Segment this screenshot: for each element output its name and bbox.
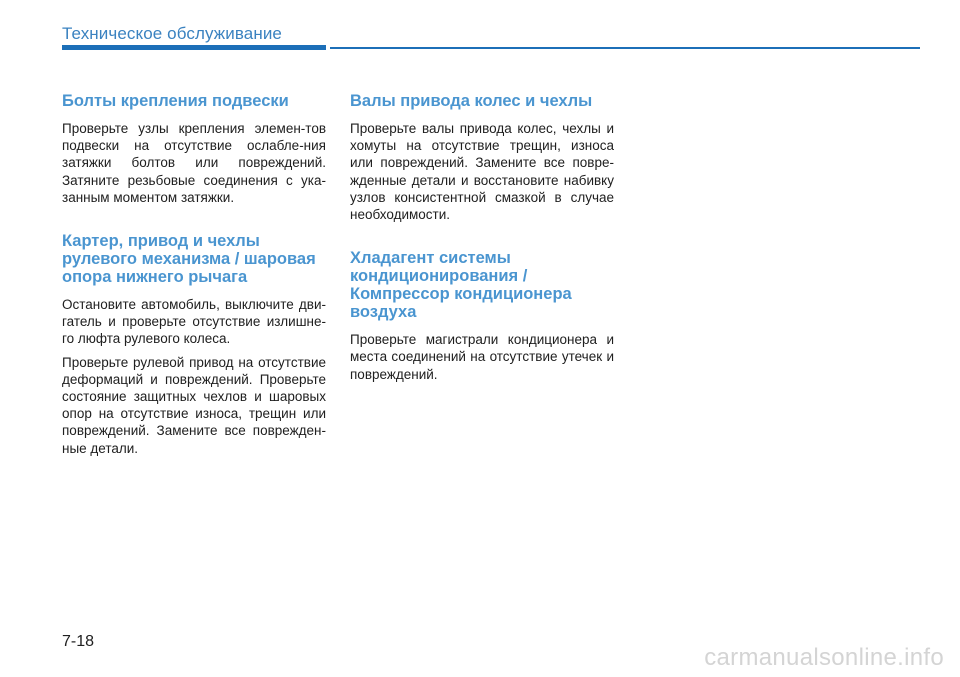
section-suspension-bolts [62, 92, 326, 206]
section-paragraph: Проверьте валы привода колес, чехлы и хомуты на отсутствие трещин, износа или повреждений. Замените все повре-жденные детали и восстановите набивку узлов консистентной смазкой в случае необходимости. [350, 121, 614, 223]
watermark-text: carmanualsonline.info [704, 644, 944, 671]
section-heading: Хладагент системы кондиционирования / Компрессор кондиционера воздуха [350, 249, 572, 322]
right-column [350, 92, 614, 409]
section-drive-shafts [350, 92, 614, 223]
left-column [62, 92, 326, 483]
section-paragraph: Остановите автомобиль, выключите дви-гатель и проверьте отсутствие излишне-го люфта рулевого колеса. [62, 297, 326, 347]
section-paragraph: Проверьте узлы крепления элемен-тов подвески на отсутствие ослабле-ния затяжки болтов или повреждений. Затяните резьбовые соединения с ука-занным моментом затяжки. [62, 121, 326, 205]
header-divider-line [330, 47, 920, 49]
header-accent-bar [62, 45, 326, 50]
section-paragraph: Проверьте магистрали кондиционера и места соединений на отсутствие утечек и повреждений. [350, 332, 614, 382]
page-number: 7-18 [62, 633, 95, 650]
section-ac-refrigerant [350, 249, 614, 383]
section-heading: Картер, привод и чехлы рулевого механизма / шаровая опора нижнего рычага [62, 232, 316, 287]
page-header-title: Техническое обслуживание [62, 24, 282, 43]
section-heading: Валы привода колес и чехлы [350, 92, 593, 110]
section-paragraph: Проверьте рулевой привод на отсутствие деформаций и повреждений. Проверьте состояние защитных чехлов и шаровых опор на отсутствие износа, трещин или повреждений. Замените все поврежден-ные детали. [62, 354, 326, 456]
section-steering-gear [62, 232, 326, 457]
section-heading: Болты крепления подвески [62, 92, 289, 110]
